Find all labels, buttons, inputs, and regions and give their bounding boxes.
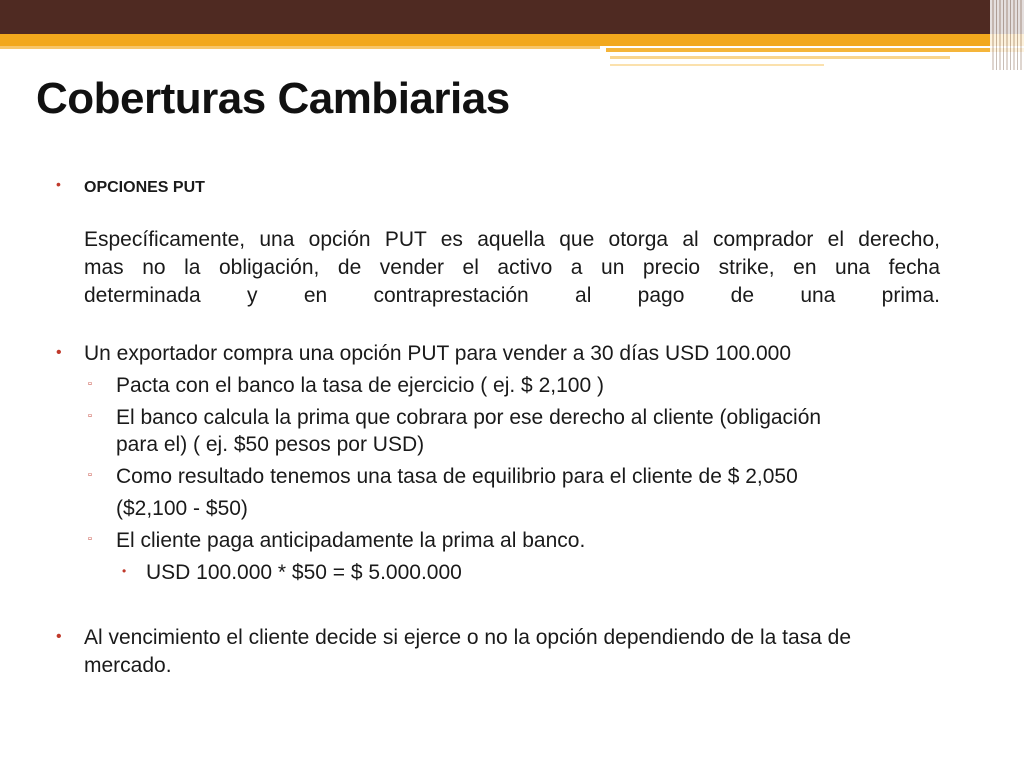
bullet-marker: • — [56, 176, 61, 192]
sub-bullet-text: Como resultado tenemos una tasa de equilibrio para el cliente de $ 2,050 — [116, 465, 798, 488]
sub-bullet-marker: ▫ — [88, 533, 92, 545]
header-line — [610, 64, 824, 66]
header-band-brown — [0, 0, 1024, 34]
intro-line: mas no la obligación, de vender el activo a un precio strike, en una fecha — [84, 256, 940, 279]
header-line — [610, 56, 950, 59]
intro-line: determinada y en contraprestación al pago de una prima. — [84, 284, 940, 307]
subsub-bullet-text: USD 100.000 * $50 = $ 5.000.000 — [146, 561, 462, 584]
subsub-bullet-marker: • — [122, 564, 127, 578]
header-line — [606, 48, 1024, 52]
header-line — [0, 46, 600, 49]
section-heading: OPCIONES PUT — [84, 179, 205, 196]
intro-line: Específicamente, una opción PUT es aquella que otorga al comprador el derecho, — [84, 228, 940, 251]
sub-bullet-marker: ▫ — [88, 469, 92, 481]
bullet-text: Al vencimiento el cliente decide si ejerce o no la opción dependiendo de la tasa de — [84, 626, 852, 649]
header-band-gold — [0, 34, 1024, 46]
sub-bullet-text: El cliente paga anticipadamente la prima al banco. — [116, 529, 586, 552]
sub-bullet-text: El banco calcula la prima que cobrara por ese derecho al cliente (obligación — [116, 406, 822, 429]
header-stripes — [990, 0, 1024, 70]
bullet-marker: • — [56, 344, 62, 361]
bullet-text: Un exportador compra una opción PUT para vender a 30 días USD 100.000 — [84, 342, 792, 365]
bullet-marker: • — [56, 628, 62, 645]
sub-bullet-marker: ▫ — [88, 378, 92, 390]
sub-bullet-text: Pacta con el banco la tasa de ejercicio ( ej. $ 2,100 ) — [116, 374, 604, 397]
slide-title: Coberturas Cambiarias — [36, 74, 510, 123]
bullet-text: mercado. — [84, 654, 172, 677]
sub-bullet-marker: ▫ — [88, 410, 92, 422]
sub-bullet-text: para el) ( ej. $50 pesos por USD) — [116, 433, 425, 456]
sub-bullet-text: ($2,100 - $50) — [116, 497, 248, 520]
